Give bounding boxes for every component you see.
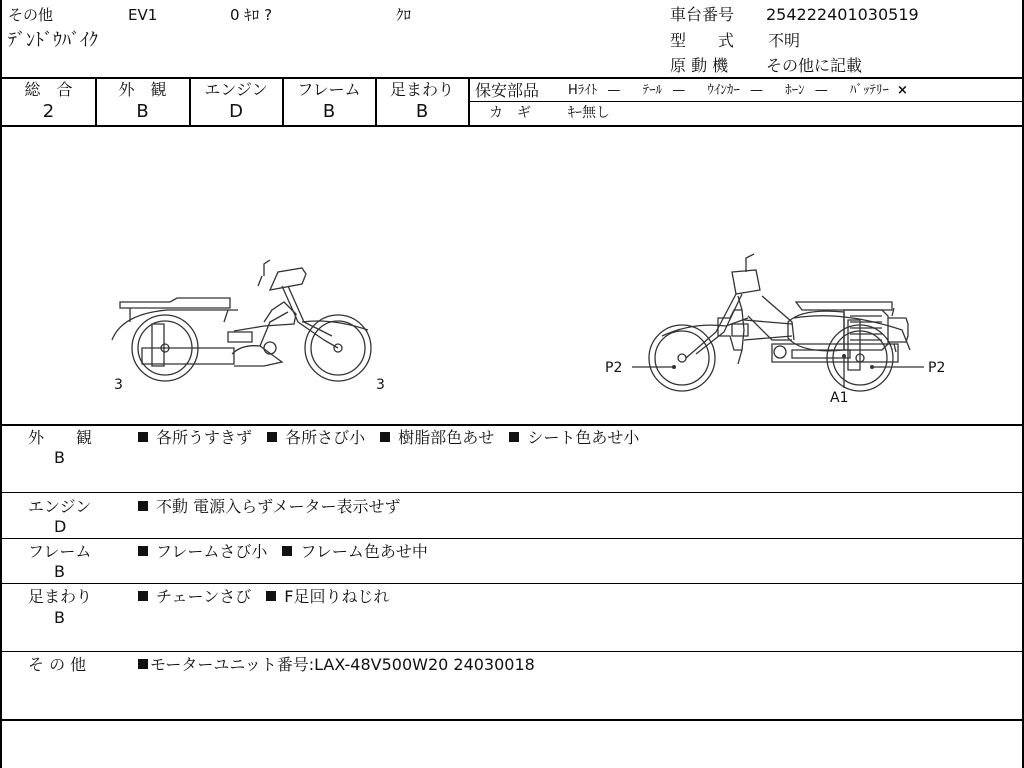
taillight-status: — [672, 83, 686, 98]
color-text: ｸﾛ [396, 6, 412, 24]
bullet-square [267, 432, 277, 442]
suspension-label: 足まわり [28, 587, 93, 606]
bullet-square [138, 432, 148, 442]
grade-suspension-label: 足まわり [389, 80, 454, 99]
model-code-text: EV1 [128, 6, 158, 24]
grade-frame-value: B [322, 101, 336, 122]
safety-parts-title: 保安部品 [475, 81, 540, 100]
exterior-notes [138, 428, 639, 448]
right-mark-a1: A1 [830, 390, 849, 406]
engine-note: 不動 電源入らずメーター表示せず [156, 497, 401, 516]
bullet-square [380, 432, 390, 442]
grade-frame-label: フレーム [297, 80, 361, 99]
grade-engine-label: エンジン [204, 80, 268, 99]
horn-label: ﾎｰﾝ [785, 83, 805, 98]
divider [2, 583, 1024, 584]
winker-status: — [749, 83, 763, 98]
frame-grade: B [54, 562, 65, 581]
frame-label: フレーム [28, 542, 92, 561]
divider [2, 538, 1024, 539]
exterior-grade: B [54, 448, 65, 467]
winker-label: ｳｲﾝｶｰ [707, 83, 740, 98]
divider [2, 651, 1024, 652]
grade-exterior-value: B [136, 101, 149, 122]
exterior-note: 各所うすきず [156, 428, 253, 447]
suspension-notes [138, 587, 390, 607]
suspension-grade: B [54, 608, 65, 627]
exterior-note: 樹脂部色あせ [398, 428, 495, 447]
right-mark-p2-rear: P2 [928, 360, 946, 376]
suspension-note: チェーンさび [156, 587, 252, 606]
safety-items [568, 83, 908, 99]
marker-dot [842, 354, 846, 358]
model-type-value: 不明 [768, 31, 801, 50]
bike-top-view [718, 296, 908, 364]
divider [2, 77, 1024, 79]
mileage-text: 0 ｷﾛ ? [230, 6, 273, 24]
bullet-square [138, 546, 148, 556]
bullet-square [266, 591, 276, 601]
exterior-note: 各所さび小 [285, 428, 366, 447]
divider [469, 101, 1024, 102]
suspension-note: F足回りねじれ [284, 587, 390, 606]
battery-status: × [897, 83, 908, 98]
other-note: モーターユニット番号:LAX-48V500W20 24030018 [150, 655, 535, 674]
bullet-square [138, 659, 148, 669]
engine-grade: D [54, 517, 67, 536]
headlight-label: Hﾗｲﾄ [568, 83, 598, 98]
divider [2, 424, 1024, 426]
right-mark-p2-front: P2 [605, 360, 623, 376]
frame-notes [138, 542, 428, 562]
grade-overall-value: 2 [42, 101, 55, 122]
marker-dot [672, 365, 676, 369]
left-mark-rear: 3 [114, 377, 123, 393]
bullet-square [282, 546, 292, 556]
bike-left-view [112, 260, 371, 381]
bullet-square [138, 501, 148, 511]
frame-note: フレーム色あせ中 [300, 542, 428, 561]
divider [2, 492, 1024, 493]
exterior-note: シート色あせ小 [527, 428, 640, 447]
grade-overall-label: 総 合 [24, 80, 73, 99]
bike-diagram [2, 126, 1024, 424]
chassis-number-label: 車台番号 [670, 5, 735, 24]
taillight-label: ﾃｰﾙ [642, 83, 663, 98]
grade-suspension-value: B [415, 101, 429, 122]
left-mark-front: 3 [376, 377, 385, 393]
motor-label: 原 動 機 [670, 56, 729, 75]
key-value: ｷｰ無し [568, 105, 610, 121]
vehicle-name-text: ﾃﾞﾝﾄﾞｳﾊﾞｲｸ [8, 30, 98, 51]
frame-note: フレームさび小 [156, 542, 268, 561]
motor-value: その他に記載 [766, 56, 863, 75]
horn-status: — [814, 83, 828, 98]
grade-engine-value: D [229, 101, 243, 122]
other-notes [138, 655, 535, 675]
bullet-square [138, 591, 148, 601]
key-label: カ ギ [489, 105, 531, 121]
marker-dot [870, 365, 874, 369]
headlight-status: — [607, 83, 621, 98]
battery-label: ﾊﾞｯﾃﾘｰ [849, 83, 889, 98]
other-label: そ の 他 [28, 655, 87, 674]
model-type-label: 型 式 [670, 31, 735, 50]
category-text: その他 [8, 6, 54, 24]
bullet-square [509, 432, 519, 442]
grade-exterior-label: 外 観 [118, 80, 167, 99]
exterior-label: 外 観 [28, 428, 93, 447]
engine-label: エンジン [28, 497, 92, 516]
divider [2, 719, 1024, 721]
engine-notes [138, 497, 400, 517]
chassis-number-value: 254222401030519 [766, 5, 919, 24]
